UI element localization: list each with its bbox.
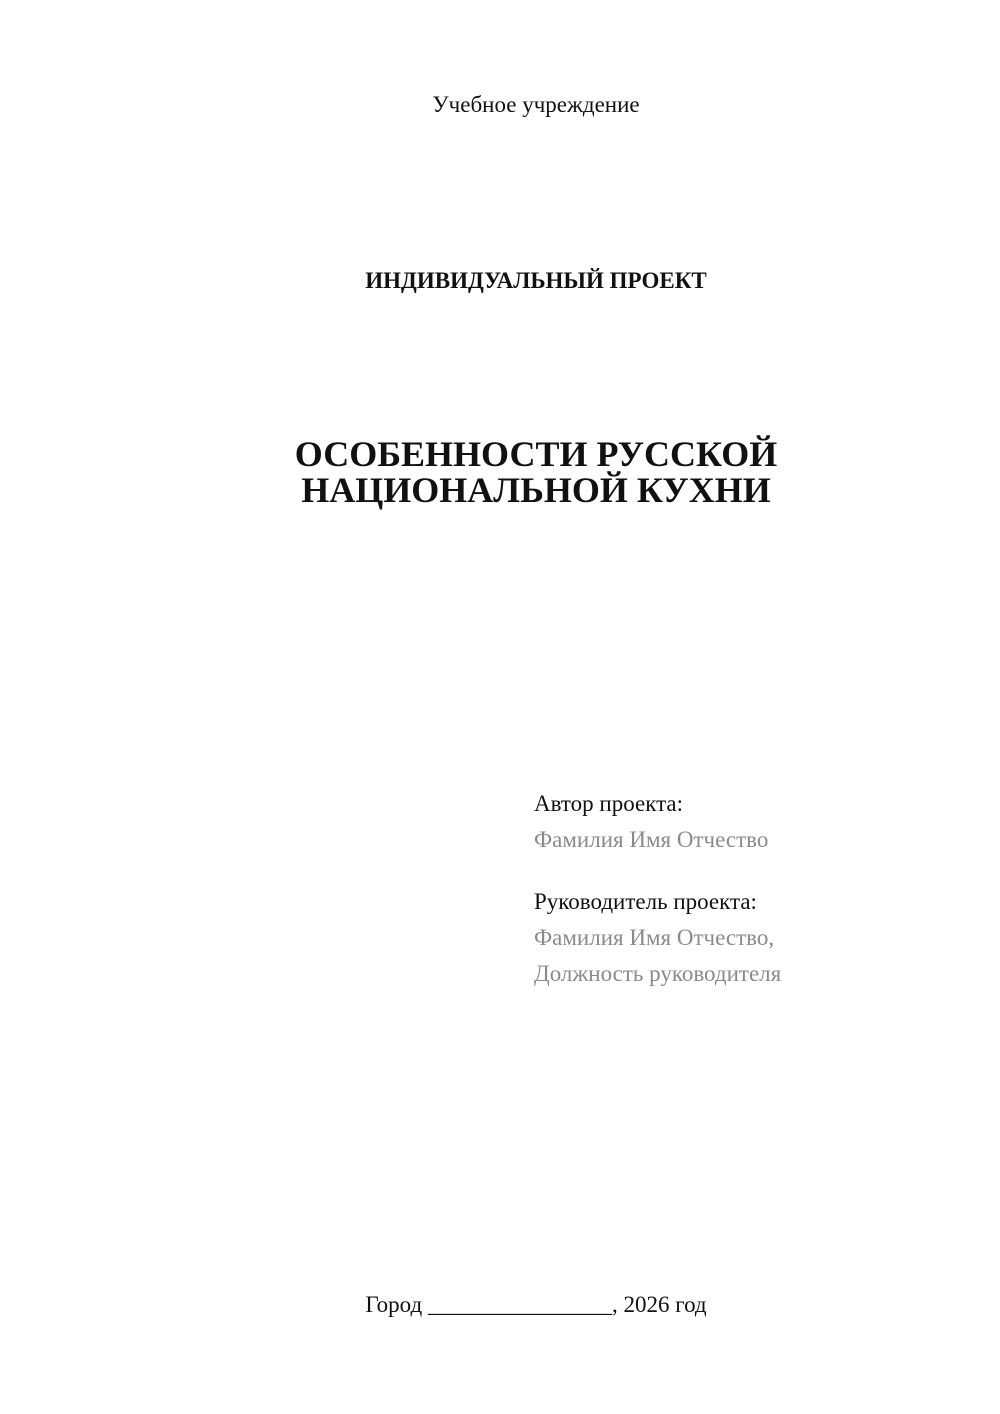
project-type-heading: ИНДИВИДУАЛЬНЫЙ ПРОЕКТ bbox=[365, 268, 707, 293]
author-label: Автор проекта: bbox=[534, 791, 683, 816]
institution-name: Учебное учреждение bbox=[432, 92, 640, 117]
supervisor-label: Руководитель проекта: bbox=[534, 889, 757, 914]
project-title-line-1: ОСОБЕННОСТИ РУССКОЙ bbox=[294, 434, 778, 474]
project-title bbox=[0, 436, 1000, 508]
supervisor-position: Должность руководителя bbox=[534, 961, 782, 986]
author-name: Фамилия Имя Отчество bbox=[534, 827, 769, 852]
credits-spacer bbox=[534, 858, 974, 884]
city-year-line: Город ________________, 2026 год bbox=[365, 1292, 707, 1317]
supervisor-name: Фамилия Имя Отчество, bbox=[534, 925, 775, 950]
project-title-line-2: НАЦИОНАЛЬНОЙ КУХНИ bbox=[301, 470, 771, 510]
credits-block bbox=[534, 786, 974, 992]
